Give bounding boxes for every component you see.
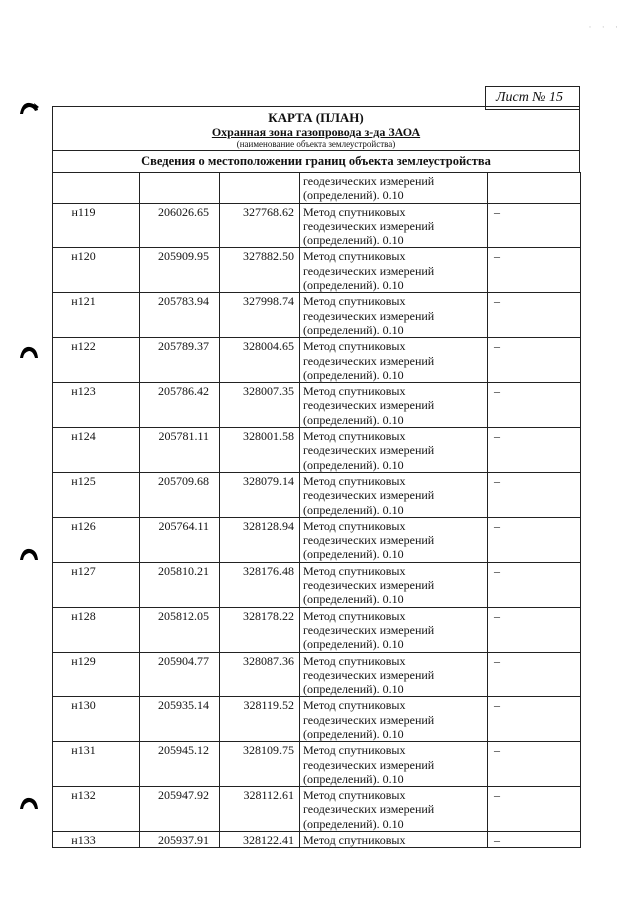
cell-method [300, 787, 488, 832]
table-row [53, 742, 581, 787]
method-line: Метод спутниковых [303, 249, 406, 264]
method-line: геодезических измерений [303, 802, 435, 817]
cell-x: 205781.11 [140, 428, 220, 473]
cell-point-id: н119 [53, 203, 140, 248]
cell-y [220, 173, 300, 204]
method-line: Метод спутниковых [303, 743, 406, 758]
cell-method [300, 697, 488, 742]
table-row [53, 607, 581, 652]
header-block [53, 107, 579, 150]
method-line: Метод спутниковых [303, 339, 406, 354]
method-line: (определений). 0.10 [303, 547, 404, 562]
cell-point-id: н127 [53, 562, 140, 607]
cell-y: 328007.35 [220, 383, 300, 428]
cell-description: – [488, 248, 581, 293]
method-line: (определений). 0.10 [303, 188, 404, 203]
method-line: Метод спутниковых [303, 384, 406, 399]
cell-point-id: н131 [53, 742, 140, 787]
cell-method [300, 517, 488, 562]
cell-x: 205945.12 [140, 742, 220, 787]
cell-point-id: н120 [53, 248, 140, 293]
table-row [53, 652, 581, 697]
cell-x: 205812.05 [140, 607, 220, 652]
method-line: Метод спутниковых [303, 518, 406, 533]
cell-description: – [488, 203, 581, 248]
cell-y: 328109.75 [220, 742, 300, 787]
cell-point-id: н126 [53, 517, 140, 562]
cell-x: 206026.65 [140, 203, 220, 248]
table-row [53, 428, 581, 473]
cell-y: 328004.65 [220, 338, 300, 383]
document-header [52, 106, 580, 172]
table-row [53, 787, 581, 832]
cell-point-id: н121 [53, 293, 140, 338]
page-title: КАРТА (ПЛАН) [268, 110, 364, 125]
method-line: (определений). 0.10 [303, 726, 404, 741]
method-line: (определений). 0.10 [303, 367, 404, 382]
cell-point-id: н125 [53, 472, 140, 517]
method-line: геодезических измерений [303, 578, 435, 593]
cell-y: 328178.22 [220, 607, 300, 652]
cell-x: 205904.77 [140, 652, 220, 697]
cell-method [300, 742, 488, 787]
table-row [53, 293, 581, 338]
cell-x: 205789.37 [140, 338, 220, 383]
cell-description: – [488, 428, 581, 473]
method-line: (определений). 0.10 [303, 233, 404, 248]
cell-point-id [53, 173, 140, 204]
method-line: Метод спутниковых [303, 204, 406, 219]
cell-point-id: н130 [53, 697, 140, 742]
method-line: (определений). 0.10 [303, 682, 404, 697]
table-row [53, 248, 581, 293]
binder-hole-icon [18, 100, 40, 116]
method-line: Метод спутниковых [303, 429, 406, 444]
cell-description: – [488, 742, 581, 787]
method-line: (определений). 0.10 [303, 816, 404, 831]
object-note: (наименование объекта землеустройства) [236, 139, 396, 149]
method-line: геодезических измерений [303, 443, 435, 458]
cell-description: – [488, 383, 581, 428]
cell-description: – [488, 338, 581, 383]
method-line: геодезических измерений [303, 622, 435, 637]
method-line: (определений). 0.10 [303, 278, 404, 293]
table-row [53, 203, 581, 248]
object-name: Охранная зона газопровода з-да ЗАОА [211, 125, 421, 139]
sheet-number: Лист № 15 [485, 86, 580, 110]
cell-description [488, 173, 581, 204]
method-line: (определений). 0.10 [303, 637, 404, 652]
method-line: геодезических измерений [303, 398, 435, 413]
method-line: геодезических измерений [303, 757, 435, 772]
cell-x: 205935.14 [140, 697, 220, 742]
method-line: (определений). 0.10 [303, 592, 404, 607]
cell-method [300, 652, 488, 697]
binder-hole-icon [18, 344, 40, 360]
cell-y: 327998.74 [220, 293, 300, 338]
method-line: геодезических измерений [303, 667, 435, 682]
cell-x: 205764.11 [140, 517, 220, 562]
method-line: (определений). 0.10 [303, 322, 404, 337]
cell-point-id: н122 [53, 338, 140, 383]
cell-x: 205810.21 [140, 562, 220, 607]
cell-point-id: н123 [53, 383, 140, 428]
method-line: геодезических измерений [303, 263, 435, 278]
cell-y: 328176.48 [220, 562, 300, 607]
cell-point-id: н133 [53, 832, 140, 848]
method-line: (определений). 0.10 [303, 412, 404, 427]
cell-point-id: н124 [53, 428, 140, 473]
cell-method [300, 338, 488, 383]
binder-hole-icon [18, 546, 40, 562]
cell-method [300, 607, 488, 652]
method-line: Метод спутниковых [303, 833, 406, 848]
method-line: Метод спутниковых [303, 653, 406, 668]
method-line: Метод спутниковых [303, 788, 406, 803]
method-line: Метод спутниковых [303, 473, 406, 488]
table-row [53, 338, 581, 383]
method-line: геодезических измерений [303, 353, 435, 368]
cell-y: 328122.41 [220, 832, 300, 848]
cell-description: – [488, 293, 581, 338]
cell-description: – [488, 517, 581, 562]
cell-description: – [488, 652, 581, 697]
method-line: (определений). 0.10 [303, 771, 404, 786]
cell-method [300, 248, 488, 293]
table-body [53, 173, 581, 848]
method-line: геодезических измерений [303, 533, 435, 548]
boundary-points-table [52, 172, 581, 848]
cell-description: – [488, 787, 581, 832]
table-row [53, 697, 581, 742]
cell-y: 327768.62 [220, 203, 300, 248]
cell-y: 328119.52 [220, 697, 300, 742]
cell-x: 205909.95 [140, 248, 220, 293]
method-line: (определений). 0.10 [303, 502, 404, 517]
cell-method [300, 472, 488, 517]
binder-hole-icon [18, 795, 40, 811]
cell-point-id: н128 [53, 607, 140, 652]
cell-method [300, 428, 488, 473]
table-row-last [53, 832, 581, 848]
cell-x: 205783.94 [140, 293, 220, 338]
cell-y: 328079.14 [220, 472, 300, 517]
cell-method [300, 173, 488, 204]
method-line: геодезических измерений [303, 712, 435, 727]
cell-y: 328001.58 [220, 428, 300, 473]
scan-artifact: · · · [588, 22, 622, 32]
cell-description: – [488, 607, 581, 652]
cell-description: – [488, 562, 581, 607]
cell-x: 205947.92 [140, 787, 220, 832]
cell-y: 328128.94 [220, 517, 300, 562]
table-row [53, 562, 581, 607]
cell-method [300, 383, 488, 428]
cell-point-id: н132 [53, 787, 140, 832]
method-line: Метод спутниковых [303, 698, 406, 713]
cell-y: 328087.36 [220, 652, 300, 697]
cell-x: 205937.91 [140, 832, 220, 848]
cell-description: – [488, 832, 581, 848]
cell-description: – [488, 472, 581, 517]
table-row [53, 472, 581, 517]
cell-method [300, 293, 488, 338]
table-row [53, 383, 581, 428]
section-heading: Сведения о местоположении границ объекта землеустройства [53, 150, 579, 172]
cell-x: 205709.68 [140, 472, 220, 517]
cell-method [300, 203, 488, 248]
method-line: геодезических измерений [303, 174, 435, 188]
method-line: (определений). 0.10 [303, 457, 404, 472]
cell-point-id: н129 [53, 652, 140, 697]
cell-method [300, 562, 488, 607]
method-line: Метод спутниковых [303, 563, 406, 578]
table-row-continuation [53, 173, 581, 204]
table-row [53, 517, 581, 562]
cell-y: 328112.61 [220, 787, 300, 832]
cell-x [140, 173, 220, 204]
cell-y: 327882.50 [220, 248, 300, 293]
cell-description: – [488, 697, 581, 742]
method-line: Метод спутниковых [303, 294, 406, 309]
method-line: геодезических измерений [303, 218, 435, 233]
cell-method [300, 832, 488, 848]
method-line: геодезических измерений [303, 308, 435, 323]
method-line: геодезических измерений [303, 488, 435, 503]
cell-x: 205786.42 [140, 383, 220, 428]
method-line: Метод спутниковых [303, 608, 406, 623]
